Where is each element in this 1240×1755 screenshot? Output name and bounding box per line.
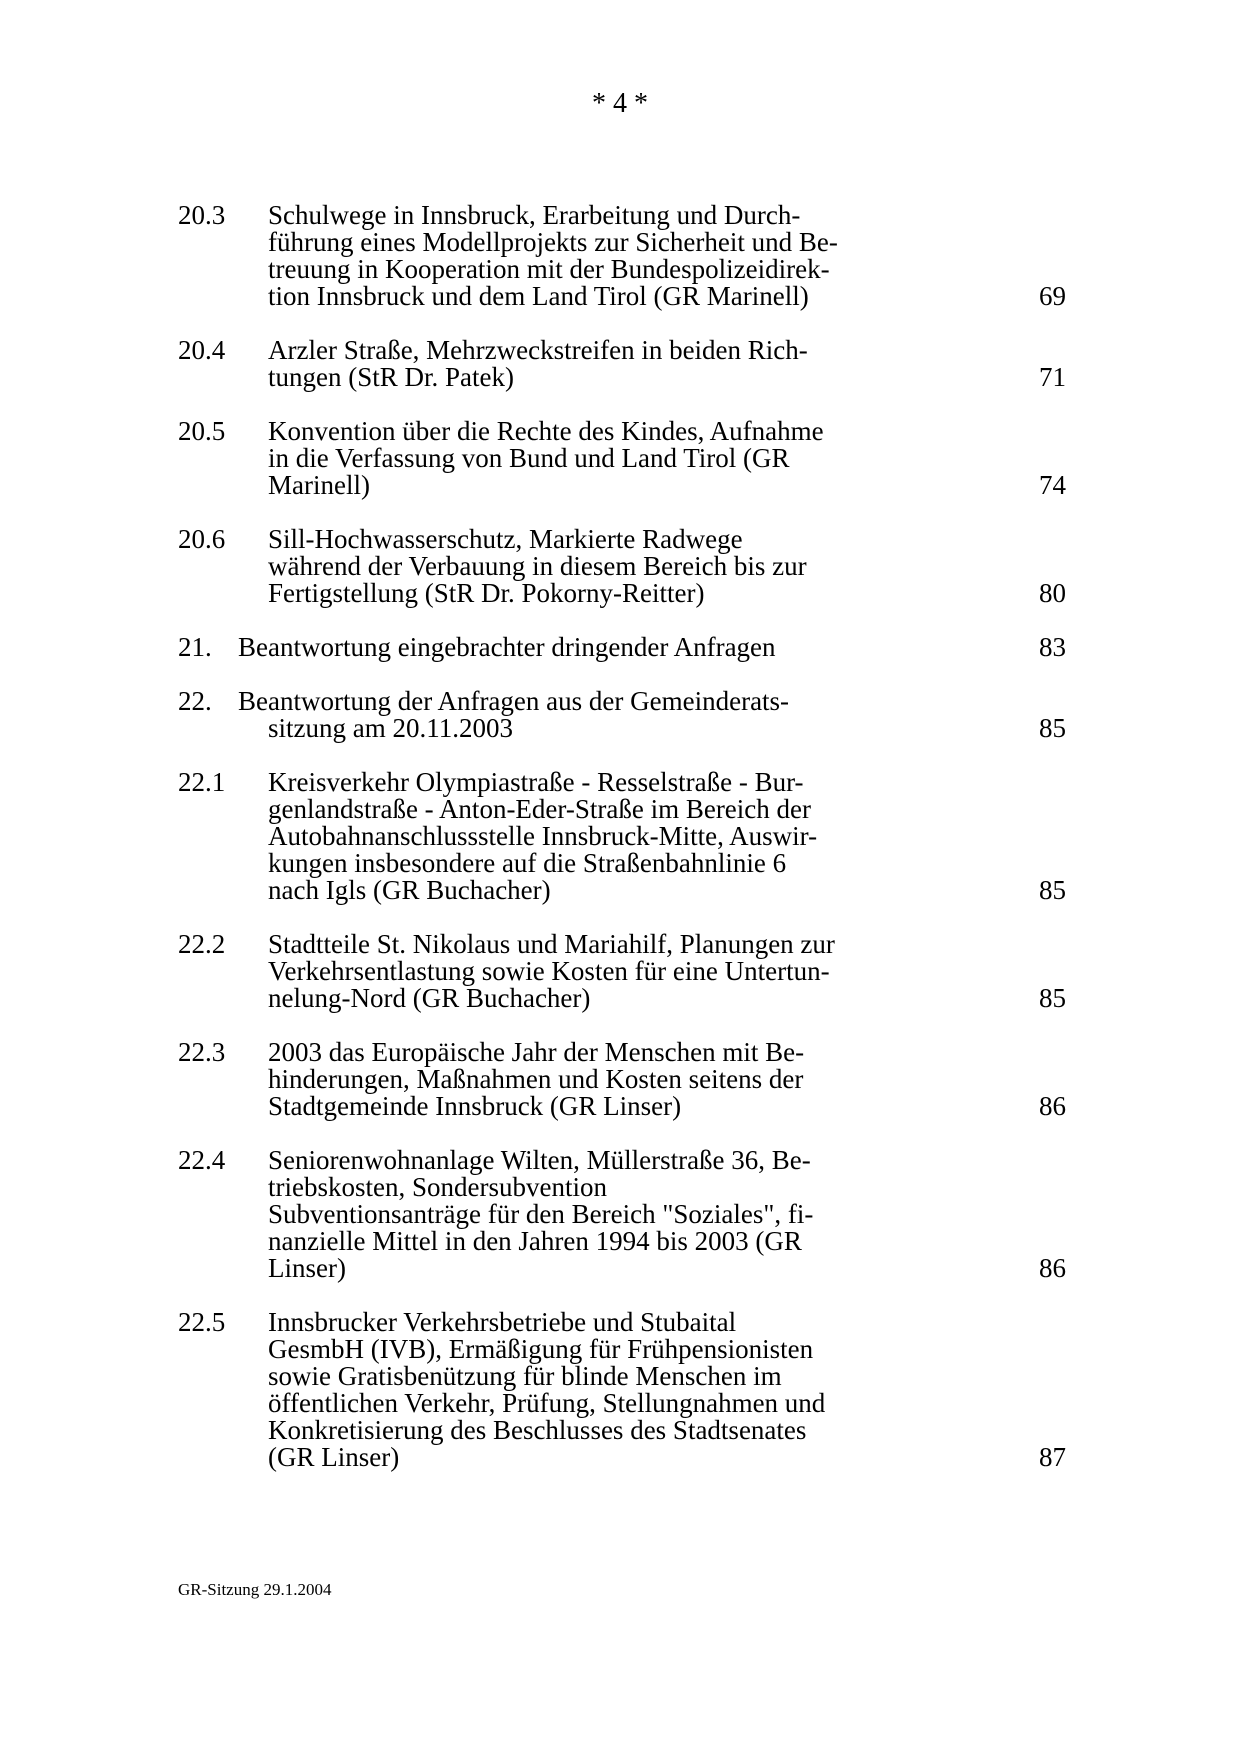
entry-title-line: Beantwortung der Anfragen aus der Gemeinderats- xyxy=(238,686,790,716)
entry-title-line: (GR Linser) xyxy=(268,1442,400,1472)
toc-entry-22-3 xyxy=(0,1039,1240,1120)
toc-entry-20-5 xyxy=(0,418,1240,499)
entry-title-line: tungen (StR Dr. Patek) xyxy=(268,362,514,392)
toc-entry-20-6 xyxy=(0,526,1240,607)
page-number: * 4 * xyxy=(592,88,648,119)
toc-entry-22-4 xyxy=(0,1147,1240,1282)
entry-title xyxy=(268,1309,890,1471)
entry-title-line: tion Innsbruck und dem Land Tirol (GR Marinell) xyxy=(268,281,809,311)
entry-title-line: Beantwortung eingebrachter dringender Anfragen xyxy=(238,632,776,662)
entry-title-line: führung eines Modellprojekts zur Sicherheit und Be- xyxy=(268,227,838,257)
entry-page: 85 xyxy=(1039,983,1066,1013)
entry-page: 86 xyxy=(1039,1091,1066,1121)
footer-session-date: GR-Sitzung 29.1.2004 xyxy=(178,1580,332,1599)
entry-title xyxy=(268,1039,890,1120)
entry-title-line: Seniorenwohnanlage Wilten, Müllerstraße 36, Be- xyxy=(268,1145,811,1175)
entry-page: 83 xyxy=(1039,632,1066,662)
entry-title xyxy=(268,769,890,904)
entry-number: 22.4 xyxy=(178,1145,226,1175)
entry-number: 22. xyxy=(178,686,212,716)
toc-entry-21 xyxy=(0,634,1240,661)
entry-number: 20.4 xyxy=(178,335,226,365)
entry-title-line: in die Verfassung von Bund und Land Tirol (GR xyxy=(268,443,790,473)
entry-title-line: Sill-Hochwasserschutz, Markierte Radwege xyxy=(268,524,743,554)
entry-title-line: hinderungen, Maßnahmen und Kosten seitens der xyxy=(268,1064,804,1094)
entry-page: 87 xyxy=(1039,1442,1066,1472)
entry-title-line: Konvention über die Rechte des Kindes, Aufnahme xyxy=(268,416,824,446)
entry-page: 69 xyxy=(1039,281,1066,311)
entry-page: 71 xyxy=(1039,362,1066,392)
entry-title-line: kungen insbesondere auf die Straßenbahnlinie 6 xyxy=(268,848,787,878)
entry-title-line: sowie Gratisbenützung für blinde Menschen im xyxy=(268,1361,782,1391)
entry-title-line: Subventionsanträge für den Bereich "Soziales", fi- xyxy=(268,1199,814,1229)
entry-title-line: Konkretisierung des Beschlusses des Stadtsenates xyxy=(268,1415,807,1445)
entry-title-line: sitzung am 20.11.2003 xyxy=(268,713,513,743)
entry-number: 22.1 xyxy=(178,767,226,797)
entry-page: 85 xyxy=(1039,875,1066,905)
entry-number: 20.6 xyxy=(178,524,226,554)
entry-title-line: GesmbH (IVB), Ermäßigung für Frühpensionisten xyxy=(268,1334,814,1364)
entry-title-line: treuung in Kooperation mit der Bundespolizeidirek- xyxy=(268,254,830,284)
entry-title-line: triebskosten, Sondersubvention xyxy=(268,1172,607,1202)
entry-number: 20.3 xyxy=(178,200,226,230)
entry-title-line: nach Igls (GR Buchacher) xyxy=(268,875,551,905)
entry-page: 80 xyxy=(1039,578,1066,608)
entry-title-line: Kreisverkehr Olympiastraße - Resselstraße - Bur- xyxy=(268,767,804,797)
entry-number: 22.2 xyxy=(178,929,226,959)
entry-title-line: während der Verbauung in diesem Bereich bis zur xyxy=(268,551,807,581)
entry-title-line: Schulwege in Innsbruck, Erarbeitung und Durch- xyxy=(268,200,801,230)
entry-title xyxy=(238,634,890,661)
entry-title-line: Stadtgemeinde Innsbruck (GR Linser) xyxy=(268,1091,682,1121)
entry-title-line: genlandstraße - Anton-Eder-Straße im Bereich der xyxy=(268,794,812,824)
entry-page: 74 xyxy=(1039,470,1066,500)
entry-title-line: 2003 das Europäische Jahr der Menschen mit Be- xyxy=(268,1037,805,1067)
entry-number: 22.5 xyxy=(178,1307,226,1337)
entry-title-line: nelung-Nord (GR Buchacher) xyxy=(268,983,591,1013)
entry-title xyxy=(268,202,890,310)
entry-title-line: nanzielle Mittel in den Jahren 1994 bis 2003 (GR xyxy=(268,1226,802,1256)
entry-title-line: öffentlichen Verkehr, Prüfung, Stellungnahmen und xyxy=(268,1388,826,1418)
entry-title xyxy=(268,526,890,607)
entry-title xyxy=(268,337,890,391)
entry-number: 21. xyxy=(178,632,212,662)
entry-number: 22.3 xyxy=(178,1037,226,1067)
entry-title xyxy=(268,418,890,499)
entry-number: 20.5 xyxy=(178,416,226,446)
toc-entry-20-4 xyxy=(0,337,1240,391)
entry-title xyxy=(268,1147,890,1282)
entry-title-line: Innsbrucker Verkehrsbetriebe und Stubaital xyxy=(268,1307,737,1337)
entry-page: 86 xyxy=(1039,1253,1066,1283)
entry-title-line: Verkehrsentlastung sowie Kosten für eine Untertun- xyxy=(268,956,830,986)
entry-title-line: Fertigstellung (StR Dr. Pokorny-Reitter) xyxy=(268,578,705,608)
entry-title-line: Arzler Straße, Mehrzweckstreifen in beiden Rich- xyxy=(268,335,808,365)
toc-entry-20-3 xyxy=(0,202,1240,310)
toc-entry-22-1 xyxy=(0,769,1240,904)
toc-entry-22 xyxy=(0,688,1240,742)
entry-title xyxy=(238,688,890,742)
entry-title xyxy=(268,931,890,1012)
table-of-contents xyxy=(0,202,1240,1471)
entry-page: 85 xyxy=(1039,713,1066,743)
toc-entry-22-2 xyxy=(0,931,1240,1012)
entry-title-line: Autobahnanschlussstelle Innsbruck-Mitte, Auswir- xyxy=(268,821,818,851)
entry-title-line: Stadtteile St. Nikolaus und Mariahilf, Planungen zur xyxy=(268,929,835,959)
toc-entry-22-5 xyxy=(0,1309,1240,1471)
entry-title-line: Linser) xyxy=(268,1253,346,1283)
entry-title-line: Marinell) xyxy=(268,470,370,500)
